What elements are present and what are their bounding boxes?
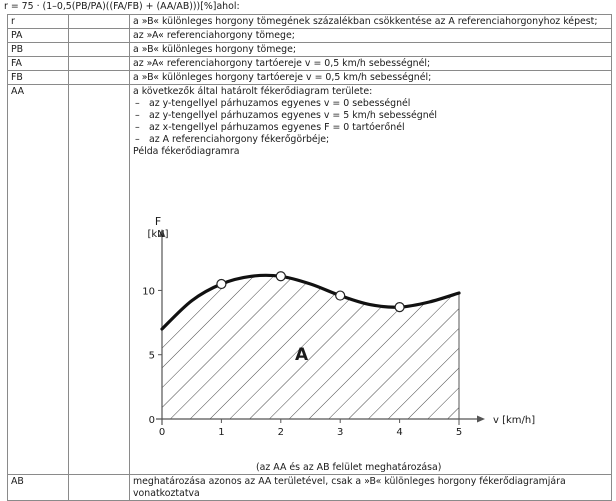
list-item [133,110,608,122]
braking-force-diagram [133,159,603,461]
table-row [8,71,612,85]
description-cell: az »A« referenciahorgony tartóereje v = 0,5 km/h sebességnél; [130,57,612,71]
x-axis-arrow [477,416,485,423]
y-axis-unit: [kN] [147,229,169,240]
description-cell: meghatározása azonos az AA területével, csak a »B« különleges horgony fékerődiagramjára vonatkoztatva [130,475,612,501]
aa-intro: a következők által határolt fékerődiagram területe: [133,86,373,97]
y-tick-label: 5 [148,350,155,362]
curve-marker [276,272,285,281]
symbol-cell: AB [8,475,69,501]
list-item-text: az y-tengellyel párhuzamos egyenes v = 5 km/h sebességnél [149,110,438,121]
x-tick-label: 4 [396,427,403,438]
symbol-cell: FB [8,71,69,85]
curve-marker [336,291,345,300]
description-cell [130,85,612,475]
dash-mark: – [135,110,140,121]
x-ticks [159,419,462,438]
table-row [8,85,612,475]
table-row [8,15,612,29]
symbol-cell: PA [8,29,69,43]
y-axis-label: F [154,215,162,228]
x-tick-label: 5 [455,427,463,438]
list-item-text: az y-tengellyel párhuzamos egyenes v = 0 sebességnél [149,98,411,109]
x-tick-label: 0 [158,427,166,438]
formula-line: r = 75 · (1–0,5(PB/PA)((FA/FB) + (AA/AB)))[%]ahol: [4,1,240,12]
dash-mark: – [135,122,140,133]
empty-cell [69,475,130,501]
x-axis-label: v [km/h] [493,415,536,426]
empty-cell [69,15,130,29]
symbol-cell: r [8,15,69,29]
symbol-cell: FA [8,57,69,71]
x-tick-label: 1 [218,427,225,438]
curve-marker [217,280,226,289]
y-ticks [142,286,162,426]
empty-cell [69,43,130,57]
diagram-svg [133,159,603,461]
area-hatch [162,275,459,419]
table-row [8,57,612,71]
list-item [133,134,608,146]
description-cell: a »B« különleges horgony tömege; [130,43,612,57]
example-title: Példa fékerődiagramra [133,146,240,157]
list-item-text: az x-tengellyel párhuzamos egyenes F = 0 tartóerőnél [149,122,405,133]
x-tick-label: 2 [277,427,284,438]
dash-mark: – [135,98,140,109]
x-tick-label: 3 [337,427,344,438]
y-tick-label: 10 [142,286,155,298]
table-row [8,43,612,57]
list-item [133,122,608,134]
empty-cell [69,85,130,475]
definitions-table [7,14,612,501]
list-item [133,98,608,110]
description-cell: a »B« különleges horgony tömegének százalékban csökkentése az A referenciahorgonyhoz képest; [130,15,612,29]
curve-marker [395,303,404,312]
symbol-cell: PB [8,43,69,57]
symbol-cell: AA [8,85,69,475]
boundary-list [133,98,608,146]
table-row [8,475,612,501]
description-cell: a »B« különleges horgony tartóereje v = 0,5 km/h sebességnél; [130,71,612,85]
list-item-text: az A referenciahorgony fékerőgörbéje; [149,134,330,145]
empty-cell [69,71,130,85]
table-row [8,29,612,43]
empty-cell [69,57,130,71]
empty-cell [69,29,130,43]
diagram-caption: (az AA és az AB felület meghatározása) [256,462,442,473]
area-label: A [295,344,309,365]
dash-mark: – [135,134,140,145]
y-tick-label: 0 [148,415,155,426]
description-cell: az »A« referenciahorgony tömege; [130,29,612,43]
